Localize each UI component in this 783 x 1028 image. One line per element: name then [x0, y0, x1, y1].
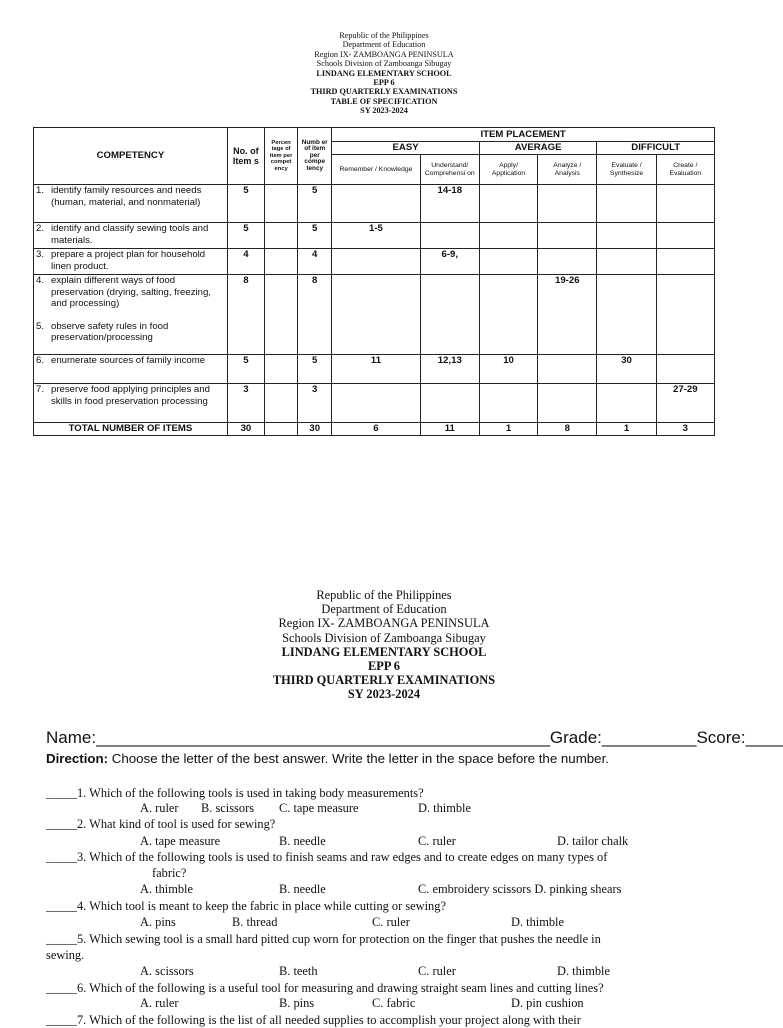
- exam-header: [0, 588, 768, 702]
- tos-header: [0, 31, 768, 116]
- col-percentage: Percen tage of item per compet ency: [265, 128, 298, 185]
- col-number: Numb er of item per compe tency: [298, 128, 332, 185]
- exam-line: THIRD QUARTERLY EXAMINATIONS: [310, 87, 458, 97]
- row-number: 1.: [36, 185, 45, 196]
- region-line: Region IX- ZAMBOANGA PENINSULA: [278, 616, 490, 631]
- competency-text: identify family resources and needs (human, material, and nonmaterial): [51, 185, 202, 208]
- evaluate-cell: [597, 384, 656, 423]
- question-2: _____2. What kind of tool is used for sewing?: [46, 817, 276, 831]
- question-7: _____7. Which of the following is the list of all needed supplies to accomplish your project along with their: [46, 1013, 581, 1027]
- items-cell: 5: [227, 185, 264, 223]
- name-label: Name:: [46, 728, 97, 747]
- row-number: 5.: [36, 320, 45, 332]
- number-cell: 5: [298, 185, 332, 223]
- row-number: 6.: [36, 355, 45, 366]
- remember-cell: [332, 185, 420, 223]
- apply-cell: [479, 275, 537, 355]
- apply-cell: [479, 384, 537, 423]
- table-of-specification: [33, 127, 715, 436]
- remember-header: Remember / Knowledge: [332, 155, 420, 185]
- number-cell: 5: [298, 223, 332, 249]
- question-5-cont: sewing.: [46, 948, 85, 962]
- evaluate-cell: [597, 223, 656, 249]
- table-row: [34, 355, 715, 384]
- understand-cell: [420, 223, 479, 249]
- remember-cell: 11: [332, 355, 420, 384]
- direction-label: Direction:: [46, 751, 109, 766]
- question-1: _____1. Which of the following tools is used in taking body measurements?: [46, 786, 424, 800]
- create-cell: [656, 223, 714, 249]
- option: B. pins: [279, 996, 315, 1010]
- option: D. thimble: [511, 915, 564, 929]
- option: C. ruler: [372, 915, 410, 929]
- easy-header: EASY: [332, 142, 480, 155]
- total-number: 30: [298, 423, 332, 436]
- row-number: 7.: [36, 384, 45, 395]
- evaluate-cell: [597, 275, 656, 355]
- number-cell: 8: [298, 275, 332, 355]
- option: B. thread: [232, 915, 278, 929]
- total-create: 3: [656, 423, 714, 436]
- republic-line: Republic of the Philippines: [339, 31, 429, 40]
- apply-cell: 10: [479, 355, 537, 384]
- analyze-cell: [538, 223, 597, 249]
- difficult-header: DIFFICULT: [597, 142, 715, 155]
- percentage-cell: [265, 223, 298, 249]
- apply-cell: [479, 223, 537, 249]
- table-row: [34, 249, 715, 275]
- option: A. thimble: [140, 882, 193, 896]
- exam-line: THIRD QUARTERLY EXAMINATIONS: [272, 673, 496, 688]
- question-4: _____4. Which tool is meant to keep the fabric in place while cutting or sewing?: [46, 899, 446, 913]
- exam-header-lines: [0, 588, 768, 702]
- subject-line: EPP 6: [373, 78, 395, 88]
- question-3: _____3. Which of the following tools is used to finish seams and raw edges and to create edges on many types of: [46, 850, 608, 864]
- table-row: [34, 384, 715, 423]
- evaluate-cell: [597, 185, 656, 223]
- create-cell: [656, 249, 714, 275]
- understand-cell: 14-18: [420, 185, 479, 223]
- understand-cell: [420, 384, 479, 423]
- create-cell: [656, 275, 714, 355]
- tos-header-lines: [0, 31, 768, 116]
- apply-cell: [479, 249, 537, 275]
- school-line: LINDANG ELEMENTARY SCHOOL: [281, 644, 487, 659]
- number-cell: 3: [298, 384, 332, 423]
- option: D. thimble: [418, 801, 471, 815]
- question-6: _____6. Which of the following is a useful tool for measuring and drawing straight seam lines and cutting lines?: [46, 981, 604, 995]
- total-evaluate: 1: [597, 423, 656, 436]
- evaluate-cell: [597, 249, 656, 275]
- apply-header: Apply/ Application: [479, 155, 537, 185]
- total-understand: 11: [420, 423, 479, 436]
- understand-cell: 6-9,: [420, 249, 479, 275]
- create-cell: [656, 185, 714, 223]
- items-cell: 4: [227, 249, 264, 275]
- tos-line: TABLE OF SPECIFICATION: [330, 96, 438, 106]
- analyze-cell: 19-26: [538, 275, 597, 355]
- items-cell: 3: [227, 384, 264, 423]
- option: B. needle: [279, 834, 326, 848]
- total-label: TOTAL NUMBER OF ITEMS: [34, 423, 228, 436]
- option: D. tailor chalk: [557, 834, 629, 848]
- option: C. ruler: [418, 834, 456, 848]
- score-label: Score:: [696, 728, 746, 747]
- competency-text: observe safety rules in food preservation/processing: [51, 320, 169, 343]
- option: B. scissors: [201, 801, 255, 815]
- analyze-cell: [538, 355, 597, 384]
- col-competency: COMPETENCY: [34, 128, 228, 185]
- option: A. ruler: [140, 996, 179, 1010]
- total-items: 30: [227, 423, 264, 436]
- total-percentage: [265, 423, 298, 436]
- analyze-cell: [538, 185, 597, 223]
- row-number: 2.: [36, 223, 45, 234]
- remember-cell: 1-5: [332, 223, 420, 249]
- percentage-cell: [265, 355, 298, 384]
- analyze-cell: [538, 249, 597, 275]
- subject-line: EPP 6: [367, 659, 400, 674]
- deped-line: Department of Education: [342, 40, 426, 50]
- competency-text: explain different ways of food preservation (drying, salting, freezing, and processing): [51, 275, 211, 309]
- competency-text: identify and classify sewing tools and materials.: [51, 223, 209, 246]
- option: B. needle: [279, 882, 326, 896]
- row-number: 4.: [36, 275, 45, 286]
- remember-cell: [332, 384, 420, 423]
- option: A. scissors: [140, 964, 194, 978]
- option: C. tape measure: [279, 801, 359, 815]
- items-cell: 8: [227, 275, 264, 355]
- table-row: [34, 275, 715, 355]
- percentage-cell: [265, 275, 298, 355]
- question-3-cont: fabric?: [152, 866, 187, 880]
- understand-cell: 12,13: [420, 355, 479, 384]
- deped-line: Department of Education: [321, 602, 447, 617]
- table-row: [34, 185, 715, 223]
- option: C. embroidery scissors D. pinking shears: [418, 882, 622, 896]
- understand-header: Understand/ Comprehensi on: [420, 155, 479, 185]
- number-cell: 5: [298, 355, 332, 384]
- region-line: Region IX- ZAMBOANGA PENINSULA: [314, 49, 454, 59]
- analyze-header: Analyze / Analysis: [538, 155, 597, 185]
- remember-cell: [332, 275, 420, 355]
- items-cell: 5: [227, 355, 264, 384]
- item-placement-header: ITEM PLACEMENT: [332, 128, 715, 142]
- total-apply: 1: [479, 423, 537, 436]
- school-line: LINDANG ELEMENTARY SCHOOL: [316, 68, 452, 78]
- grade-label: Grade:: [549, 728, 602, 747]
- apply-cell: [479, 185, 537, 223]
- create-cell: [656, 355, 714, 384]
- direction: [46, 751, 609, 766]
- create-cell: 27-29: [656, 384, 714, 423]
- sy-line: SY 2023-2024: [347, 687, 421, 702]
- question-5: _____5. Which sewing tool is a small hard pitted cup worn for protection on the finger that pushes the needle in: [46, 932, 601, 946]
- items-cell: 5: [227, 223, 264, 249]
- option: D. pin cushion: [511, 996, 584, 1010]
- student-fields: [46, 728, 783, 748]
- option: A. pins: [140, 915, 176, 929]
- evaluate-cell: 30: [597, 355, 656, 384]
- number-cell: 4: [298, 249, 332, 275]
- option: C. ruler: [418, 964, 456, 978]
- analyze-cell: [538, 384, 597, 423]
- option: B. teeth: [279, 964, 318, 978]
- option: A. tape measure: [140, 834, 221, 848]
- create-header: Create / Evaluation: [656, 155, 714, 185]
- total-analyze: 8: [538, 423, 597, 436]
- percentage-cell: [265, 384, 298, 423]
- division-line: Schools Division of Zamboanga Sibugay: [316, 59, 452, 69]
- grade-field[interactable]: __________: [601, 728, 697, 747]
- option: D. thimble: [557, 964, 610, 978]
- remember-cell: [332, 249, 420, 275]
- total-remember: 6: [332, 423, 420, 436]
- division-line: Schools Division of Zamboanga Sibugay: [282, 630, 486, 645]
- republic-line: Republic of the Philippines: [316, 588, 452, 602]
- direction-text: Choose the letter of the best answer. Write the letter in the space before the number.: [108, 751, 609, 766]
- percentage-cell: [265, 185, 298, 223]
- option: A. ruler: [140, 801, 179, 815]
- competency-text: preserve food applying principles and skills in food preservation processing: [51, 384, 210, 407]
- score-field[interactable]: ____: [745, 728, 783, 747]
- sy-line: SY 2023-2024: [360, 106, 408, 116]
- competency-text: enumerate sources of family income: [51, 355, 206, 366]
- percentage-cell: [265, 249, 298, 275]
- table-row: [34, 223, 715, 249]
- average-header: AVERAGE: [479, 142, 597, 155]
- col-items: No. of Item s: [227, 128, 264, 185]
- total-row: [34, 423, 715, 436]
- option: C. fabric: [372, 996, 416, 1010]
- understand-cell: [420, 275, 479, 355]
- row-number: 3.: [36, 249, 45, 260]
- competency-text: prepare a project plan for household linen product.: [51, 249, 206, 272]
- name-field[interactable]: ________________________________________________: [96, 728, 550, 747]
- evaluate-header: Evaluate / Synthesize: [597, 155, 656, 185]
